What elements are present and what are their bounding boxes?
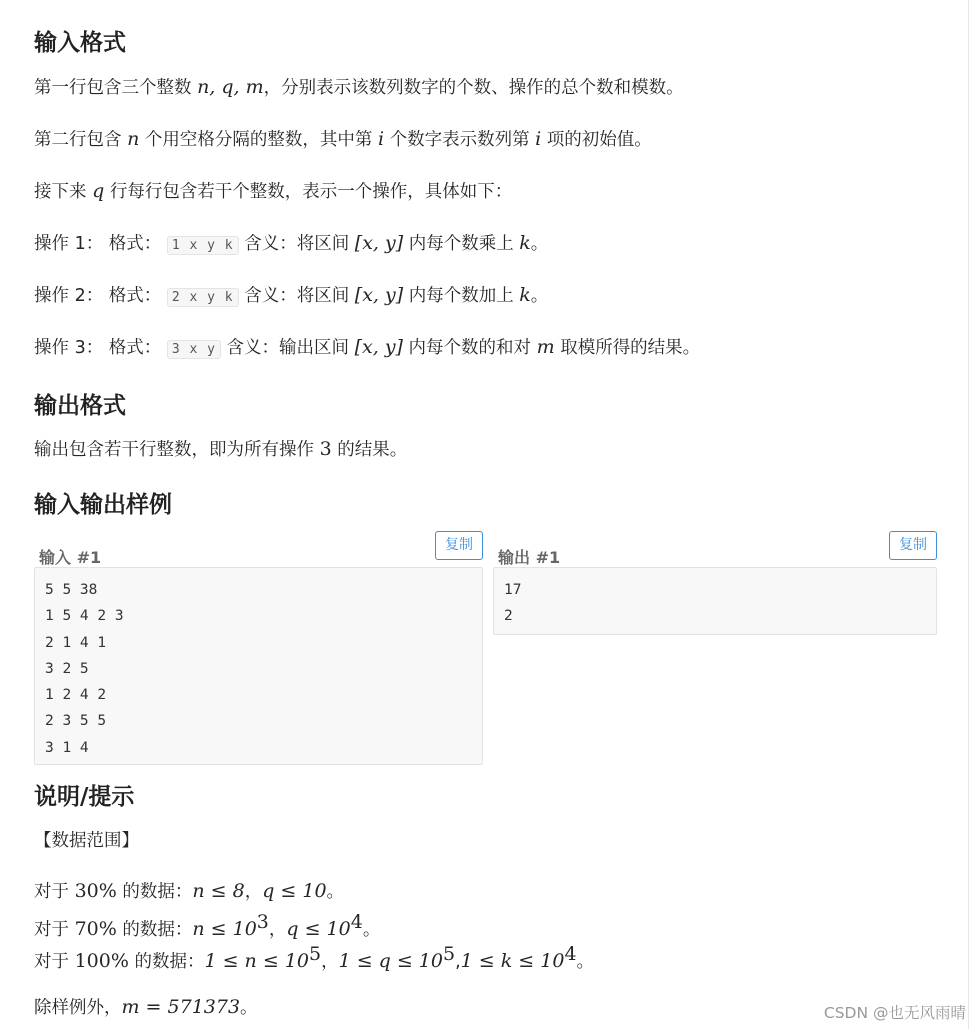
copy-input-button[interactable]: 复制: [435, 531, 483, 560]
sample-output-box[interactable]: [493, 567, 937, 635]
sample-line: 17: [504, 582, 522, 598]
operation-3: 操作 3： 格式： 3 x y 含义：输出区间 [x, y] 内每个数的和对 m 取模所得的结果。: [34, 336, 701, 358]
data-range-70: 对于 70% 的数据：$n \le 10^3$，$q \le 10^4$。: [34, 911, 381, 940]
output-format-heading: 输出格式: [34, 393, 126, 419]
sample-output: [493, 531, 937, 635]
data-range-100: 对于 100% 的数据：$1 \le n \le 10^5$，$1 \le q \le 10^5,1 \le k \le 10^4$。: [34, 943, 595, 972]
sample-output-title: 输出 #1: [498, 548, 561, 567]
output-format-text: 输出包含若干行整数，即为所有操作 3 的结果。: [34, 438, 408, 460]
operation-2-code: 2 x y k: [167, 288, 239, 307]
watermark: CSDN @也无风雨晴: [823, 1004, 966, 1022]
copy-output-button[interactable]: 复制: [889, 531, 937, 560]
hints-heading: 说明/提示: [34, 784, 135, 810]
operation-2: 操作 2： 格式： 2 x y k 含义：将区间 [x, y] 内每个数加上 k。: [34, 284, 549, 306]
input-format-line1: 第一行包含三个整数 n, q, m，分别表示该数列数字的个数、操作的总个数和模数。: [34, 76, 684, 98]
operation-1: 操作 1： 格式： 1 x y k 含义：将区间 [x, y] 内每个数乘上 k。: [34, 232, 549, 254]
sample-line: 3 1 4: [45, 739, 89, 756]
sample-input-box[interactable]: [34, 567, 483, 765]
operation-1-code: 1 x y k: [167, 236, 239, 255]
sample-input-title: 输入 #1: [39, 548, 102, 567]
sample-input: [34, 531, 483, 765]
samples-heading: 输入输出样例: [34, 492, 172, 518]
sample-line: 1 2 4 2: [45, 687, 107, 704]
data-range-label: 【数据范围】: [34, 831, 139, 851]
input-format-heading: 输入格式: [34, 30, 126, 56]
sample-line: 5 5 38: [45, 582, 98, 598]
operation-3-code: 3 x y: [167, 340, 221, 359]
sample-line: 2 3 5 5: [45, 713, 107, 730]
sample-line: 1 5 4 2 3: [45, 608, 124, 625]
sample-line: 2 1 4 1: [45, 634, 107, 651]
data-range-30: 对于 30% 的数据：n ≤ 8，q ≤ 10。: [34, 880, 345, 902]
input-format-line3: 接下来 q 行每行包含若干个整数，表示一个操作，具体如下：: [34, 180, 513, 202]
modulus-note: 除样例外，m = 571373。: [34, 996, 258, 1018]
sample-line: 3 2 5: [45, 660, 89, 677]
sample-line: 2: [504, 608, 513, 625]
input-format-line2: 第二行包含 n 个用空格分隔的整数，其中第 i 个数字表示数列第 i 项的初始值。: [34, 128, 652, 150]
